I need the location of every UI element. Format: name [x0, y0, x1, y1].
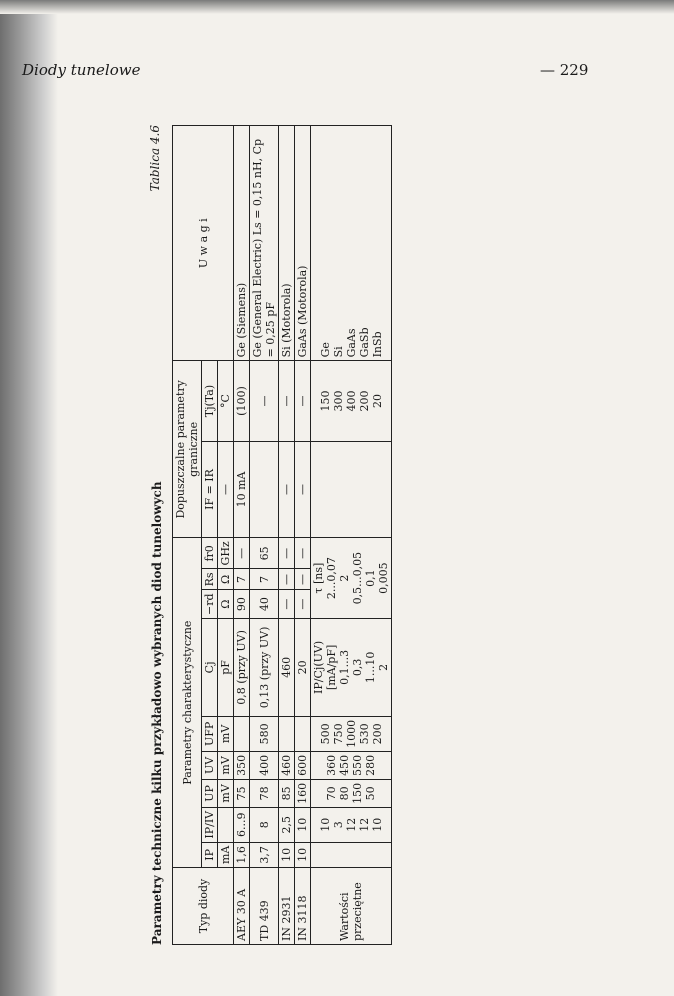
list-value: 2: [338, 574, 351, 582]
table-row: [279, 126, 295, 945]
table-number: Tablica 4.6: [148, 125, 162, 192]
cell-ip: 1,6: [234, 842, 250, 867]
cell-ip: 3,7: [250, 842, 279, 867]
list-value: 0,3: [351, 658, 364, 677]
unit: pF: [218, 618, 234, 716]
list-value: 400: [344, 390, 358, 412]
list-value: 550: [351, 754, 364, 776]
cell-rs: 7: [250, 569, 279, 590]
cell-typical-ufp: [311, 716, 392, 751]
cell-ipiv: 6...9: [234, 807, 250, 842]
header-col: UV: [202, 751, 218, 779]
list-value: 200: [357, 390, 371, 412]
cell-cj: 20: [295, 618, 311, 716]
header-group-limit: Dopuszczalne parametry graniczne: [173, 361, 202, 538]
cell-ip: 10: [295, 842, 311, 867]
unit: —: [218, 441, 234, 538]
header-col: Cj: [202, 618, 218, 716]
header-col: −rd: [202, 590, 218, 619]
cell-uv: 460: [279, 751, 295, 779]
cell-rs: —: [295, 569, 311, 590]
list-value: 1...10: [364, 651, 377, 684]
list-value: 2...0,07: [325, 557, 338, 600]
list-value: 10: [370, 817, 384, 832]
scan-top-edge: [0, 0, 674, 14]
cell-up: 75: [234, 779, 250, 807]
cell-rd: —: [295, 590, 311, 619]
diode-parameters-table: [172, 125, 392, 945]
cell-tj: —: [295, 361, 311, 441]
cell-cj: 460: [279, 618, 295, 716]
cell-fr: —: [295, 538, 311, 569]
list-value: 12: [344, 817, 358, 832]
cell-uv: 350: [234, 751, 250, 779]
cell-type: IN 2931: [279, 868, 295, 945]
cell-fr: 65: [250, 538, 279, 569]
cell-ufp: [279, 716, 295, 751]
typical-label: Wartości przeciętne: [311, 868, 392, 945]
header-col: fr0: [202, 538, 218, 569]
list-value: 20: [370, 394, 384, 409]
list-value: 80: [338, 786, 351, 801]
running-head: Diody tunelowe: [22, 61, 141, 79]
cell-if: [250, 441, 279, 538]
cell-cj: 0,13 (przy UV): [250, 618, 279, 716]
list-value: 150: [351, 782, 364, 804]
list-value: 750: [331, 723, 345, 745]
unit: mA: [218, 842, 234, 867]
cell-remark: Ge (General Electric) Ls = 0,15 nH, Cp = 0,25 pF: [250, 126, 279, 361]
list-value: 50: [364, 786, 377, 801]
list-value: 2: [377, 663, 390, 671]
header-col: Rs: [202, 569, 218, 590]
cell-rd: —: [279, 590, 295, 619]
list-value: 3: [331, 821, 345, 829]
list-value: 300: [331, 390, 345, 412]
list-value: GaSb: [357, 327, 371, 358]
cell-tj: —: [250, 361, 279, 441]
cell-rs: 7: [234, 569, 250, 590]
list-value: 0,5...0,05: [351, 551, 364, 605]
list-value: 1000: [344, 719, 358, 748]
header-col: Tj(Ta): [202, 361, 218, 441]
rotated-table-block: [150, 125, 470, 945]
table-row: [234, 126, 250, 945]
cell-ufp: 580: [250, 716, 279, 751]
typical-cj-header: IP/Cj(UV) [mA/pF]: [312, 640, 338, 694]
cell-remark: GaAs (Motorola): [295, 126, 311, 361]
list-value: 280: [364, 754, 377, 776]
cell-type: TD 439: [250, 868, 279, 945]
cell-typical-cj: [311, 618, 392, 716]
table-caption: Parametry techniczne kilku przykładowo wybranych diod tunelowych: [150, 481, 164, 945]
cell-remark: Ge (Siemens): [234, 126, 250, 361]
cell-type: IN 3118: [295, 868, 311, 945]
cell-if: —: [295, 441, 311, 538]
typical-cj-values: [338, 622, 390, 713]
cell: [311, 441, 392, 538]
unit: °C: [218, 361, 234, 441]
list-value: 200: [370, 723, 384, 745]
list-value: Si: [331, 346, 345, 358]
header-group-characteristic: Parametry charakterystyczne: [173, 538, 202, 868]
cell-typical-tau: [311, 538, 392, 619]
cell-ufp: [234, 716, 250, 751]
cell-ipiv: 8: [250, 807, 279, 842]
cell-fr: —: [279, 538, 295, 569]
cell-cj: 0,8 (przy UV): [234, 618, 250, 716]
header-type: Typ diody: [173, 868, 234, 945]
list-value: 360: [325, 754, 338, 776]
unit: GHz: [218, 538, 234, 569]
header-col: IP: [202, 842, 218, 867]
cell-typical-up: [311, 779, 392, 807]
cell-fr: —: [234, 538, 250, 569]
header-remarks: U w a g i: [173, 126, 234, 361]
header-col: IP/IV: [202, 807, 218, 842]
list-value: InSb: [370, 331, 384, 358]
cell-uv: 600: [295, 751, 311, 779]
header-col: UP: [202, 779, 218, 807]
cell-uv: 400: [250, 751, 279, 779]
cell-if: 10 mA: [234, 441, 250, 538]
cell-up: 160: [295, 779, 311, 807]
header-col: UFP: [202, 716, 218, 751]
list-value: 12: [357, 817, 371, 832]
unit: mV: [218, 751, 234, 779]
cell-up: 85: [279, 779, 295, 807]
list-value: 530: [357, 723, 371, 745]
cell-rd: 40: [250, 590, 279, 619]
page-number: — 229: [540, 61, 589, 79]
cell-typical-uv: [311, 751, 392, 779]
unit: Ω: [218, 590, 234, 619]
cell-typical-ipiv: [311, 807, 392, 842]
unit: mV: [218, 779, 234, 807]
table-row: [295, 126, 311, 945]
cell-remark: Si (Motorola): [279, 126, 295, 361]
list-value: GaAs: [344, 328, 358, 358]
cell: [311, 842, 392, 867]
list-value: 10: [318, 817, 332, 832]
list-value: 0,005: [377, 562, 390, 594]
cell-rd: 90: [234, 590, 250, 619]
cell-if: —: [279, 441, 295, 538]
typical-tau-header: τ [ns]: [312, 562, 325, 594]
list-value: 0,1...3: [338, 649, 351, 685]
cell-up: 78: [250, 779, 279, 807]
list-value: 500: [318, 723, 332, 745]
cell-type: AEY 30 A: [234, 868, 250, 945]
unit: Ω: [218, 569, 234, 590]
cell-ipiv: 10: [295, 807, 311, 842]
cell-typical-tj: [311, 361, 392, 441]
cell-typical-materials: [311, 126, 392, 361]
table-row-typical: [311, 126, 392, 945]
list-value: 450: [338, 754, 351, 776]
cell-tj: —: [279, 361, 295, 441]
cell-ufp: [295, 716, 311, 751]
unit: [218, 807, 234, 842]
list-value: 150: [318, 390, 332, 412]
cell-rs: —: [279, 569, 295, 590]
cell-ip: 10: [279, 842, 295, 867]
cell-tj: (100): [234, 361, 250, 441]
cell-ipiv: 2,5: [279, 807, 295, 842]
header-col: IF = IR: [202, 441, 218, 538]
unit: mV: [218, 716, 234, 751]
table-row: [250, 126, 279, 945]
list-value: 70: [325, 786, 338, 801]
typical-tau-values: [325, 541, 390, 615]
scan-edge: [0, 0, 58, 996]
list-value: Ge: [318, 342, 332, 358]
list-value: 0,1: [364, 569, 377, 587]
